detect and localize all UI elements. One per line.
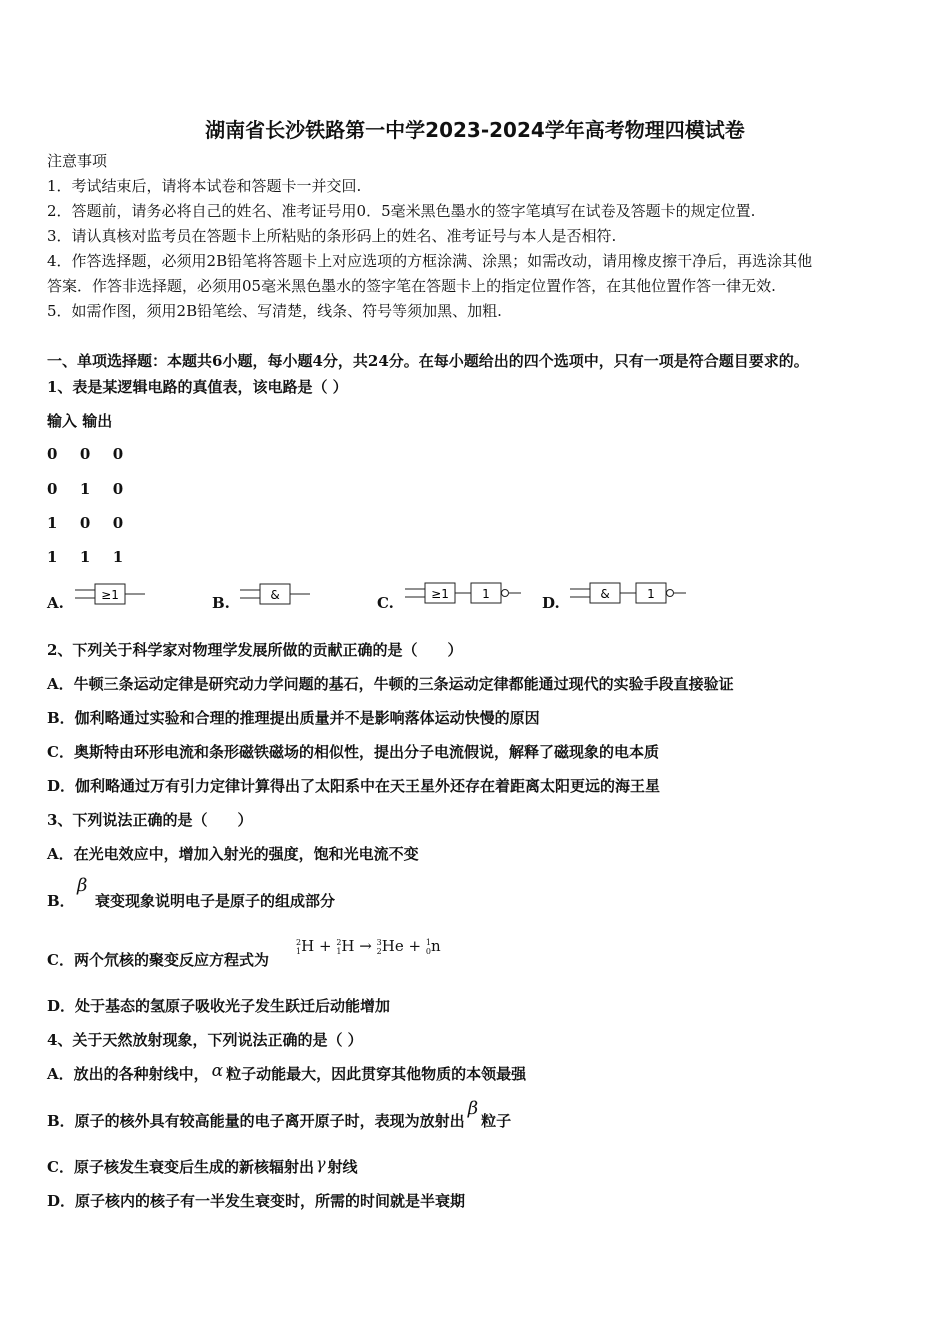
notice-item: 答案．作答非选择题，必须用05毫米黑色墨水的签字笔在答题卡上的指定位置作答，在其他位置作答一律无效. xyxy=(47,277,776,295)
q2-option-d: D．伽利略通过万有引力定律计算得出了太阳系中在天王星外还存在着距离太阳更远的海王星 xyxy=(47,777,661,795)
nor-gate-diagram xyxy=(405,580,525,606)
fusion-equation: 2 1 H + 2 1 H → 3 2 He + 1 0 n xyxy=(296,937,441,956)
notice-item: 2．答题前，请务必将自己的姓名、准考证号用0．5毫米黑色墨水的签字笔填写在试卷及答题卡的规定位置. xyxy=(47,202,756,220)
q3-option-b-label: B． xyxy=(47,892,75,910)
q3-option-a: A．在光电效应中，增加入射光的强度，饱和光电流不变 xyxy=(47,845,419,863)
q4-option-b xyxy=(47,1098,512,1131)
q3-option-c-text: C．两个氘核的聚变反应方程式为 xyxy=(47,951,269,969)
or-gate-diagram xyxy=(75,582,150,606)
svg-text:≥1: ≥1 xyxy=(431,587,449,601)
option-a-label: A. xyxy=(47,594,64,612)
svg-text:&: & xyxy=(270,588,280,602)
truth-table-row: 1 1 1 xyxy=(47,548,124,566)
notice-item: 4．作答选择题，必须用2B铅笔将答题卡上对应选项的方框涂满、涂黑；如需改动，请用橡皮擦干净后，再选涂其他 xyxy=(47,252,813,270)
truth-table-row: 1 0 0 xyxy=(47,514,124,532)
notice-heading: 注意事项 xyxy=(47,152,108,170)
q4-option-b-pre: B．原子的核外具有较高能量的电子离开原子时，表现为放射出 xyxy=(47,1112,465,1130)
beta-symbol: β xyxy=(467,1098,479,1119)
q2-option-c: C．奥斯特由环形电流和条形磁铁磁场的相似性，提出分子电流假说，解释了磁现象的电本质 xyxy=(47,743,659,761)
q4-option-b-post: 粒子 xyxy=(481,1112,512,1130)
section-heading: 一、单项选择题：本题共6小题，每小题4分，共24分。在每小题给出的四个选项中，只有一项是符合题目要求的。 xyxy=(47,352,809,370)
q4-option-d: D．原子核内的核子有一半发生衰变时，所需的时间就是半衰期 xyxy=(47,1192,466,1210)
q3-stem: 3、下列说法正确的是（ ） xyxy=(47,811,253,829)
truth-table-header: 输入 输出 xyxy=(47,412,113,430)
notice-item: 3．请认真核对监考员在答题卡上所粘贴的条形码上的姓名、准考证号与本人是否相符. xyxy=(47,227,617,245)
q4-option-c xyxy=(47,1154,358,1177)
alpha-symbol: α xyxy=(211,1061,224,1081)
option-b-label: B. xyxy=(212,594,230,612)
q4-stem: 4、关于天然放射现象，下列说法正确的是（ ） xyxy=(47,1031,363,1049)
option-d-label: D. xyxy=(542,594,560,612)
q2-stem: 2、下列关于科学家对物理学发展所做的贡献正确的是（ ） xyxy=(47,641,463,659)
page-title: 湖南省长沙铁路第一中学2023-2024学年高考物理四模试卷 xyxy=(205,118,745,142)
q4-option-a xyxy=(47,1061,527,1084)
truth-table-row: 0 1 0 xyxy=(47,480,124,498)
svg-text:1: 1 xyxy=(647,587,655,601)
option-c-label: C. xyxy=(377,594,394,612)
beta-symbol: β xyxy=(77,875,88,896)
q1-stem: 1、表是某逻辑电路的真值表，该电路是（ ） xyxy=(47,378,348,396)
notice-item: 5．如需作图，须用2B铅笔绘、写清楚，线条、符号等须加黑、加粗. xyxy=(47,302,502,320)
gamma-symbol: γ xyxy=(315,1154,326,1173)
q4-option-c-post: 射线 xyxy=(327,1158,358,1176)
svg-text:1: 1 xyxy=(482,587,490,601)
q3-option-d: D．处于基态的氢原子吸收光子发生跃迁后动能增加 xyxy=(47,997,391,1015)
and-gate-diagram xyxy=(240,582,315,606)
notice-item: 1．考试结束后，请将本试卷和答题卡一并交回. xyxy=(47,177,362,195)
q3-option-b-text: 衰变现象说明电子是原子的组成部分 xyxy=(95,892,336,910)
nand-gate-diagram xyxy=(570,580,690,606)
svg-text:≥1: ≥1 xyxy=(101,588,119,602)
q4-option-a-pre: A．放出的各种射线中， xyxy=(47,1065,209,1083)
q2-option-a: A．牛顿三条运动定律是研究动力学问题的基石，牛顿的三条运动定律都能通过现代的实验手段直接验证 xyxy=(47,675,734,693)
q2-option-b: B．伽利略通过实验和合理的推理提出质量并不是影响落体运动快慢的原因 xyxy=(47,709,540,727)
q4-option-c-pre: C．原子核发生衰变后生成的新核辐射出 xyxy=(47,1158,314,1176)
q4-option-a-post: 粒子动能最大，因此贯穿其他物质的本领最强 xyxy=(226,1065,527,1083)
truth-table-row: 0 0 0 xyxy=(47,445,124,463)
svg-text:&: & xyxy=(600,587,610,601)
